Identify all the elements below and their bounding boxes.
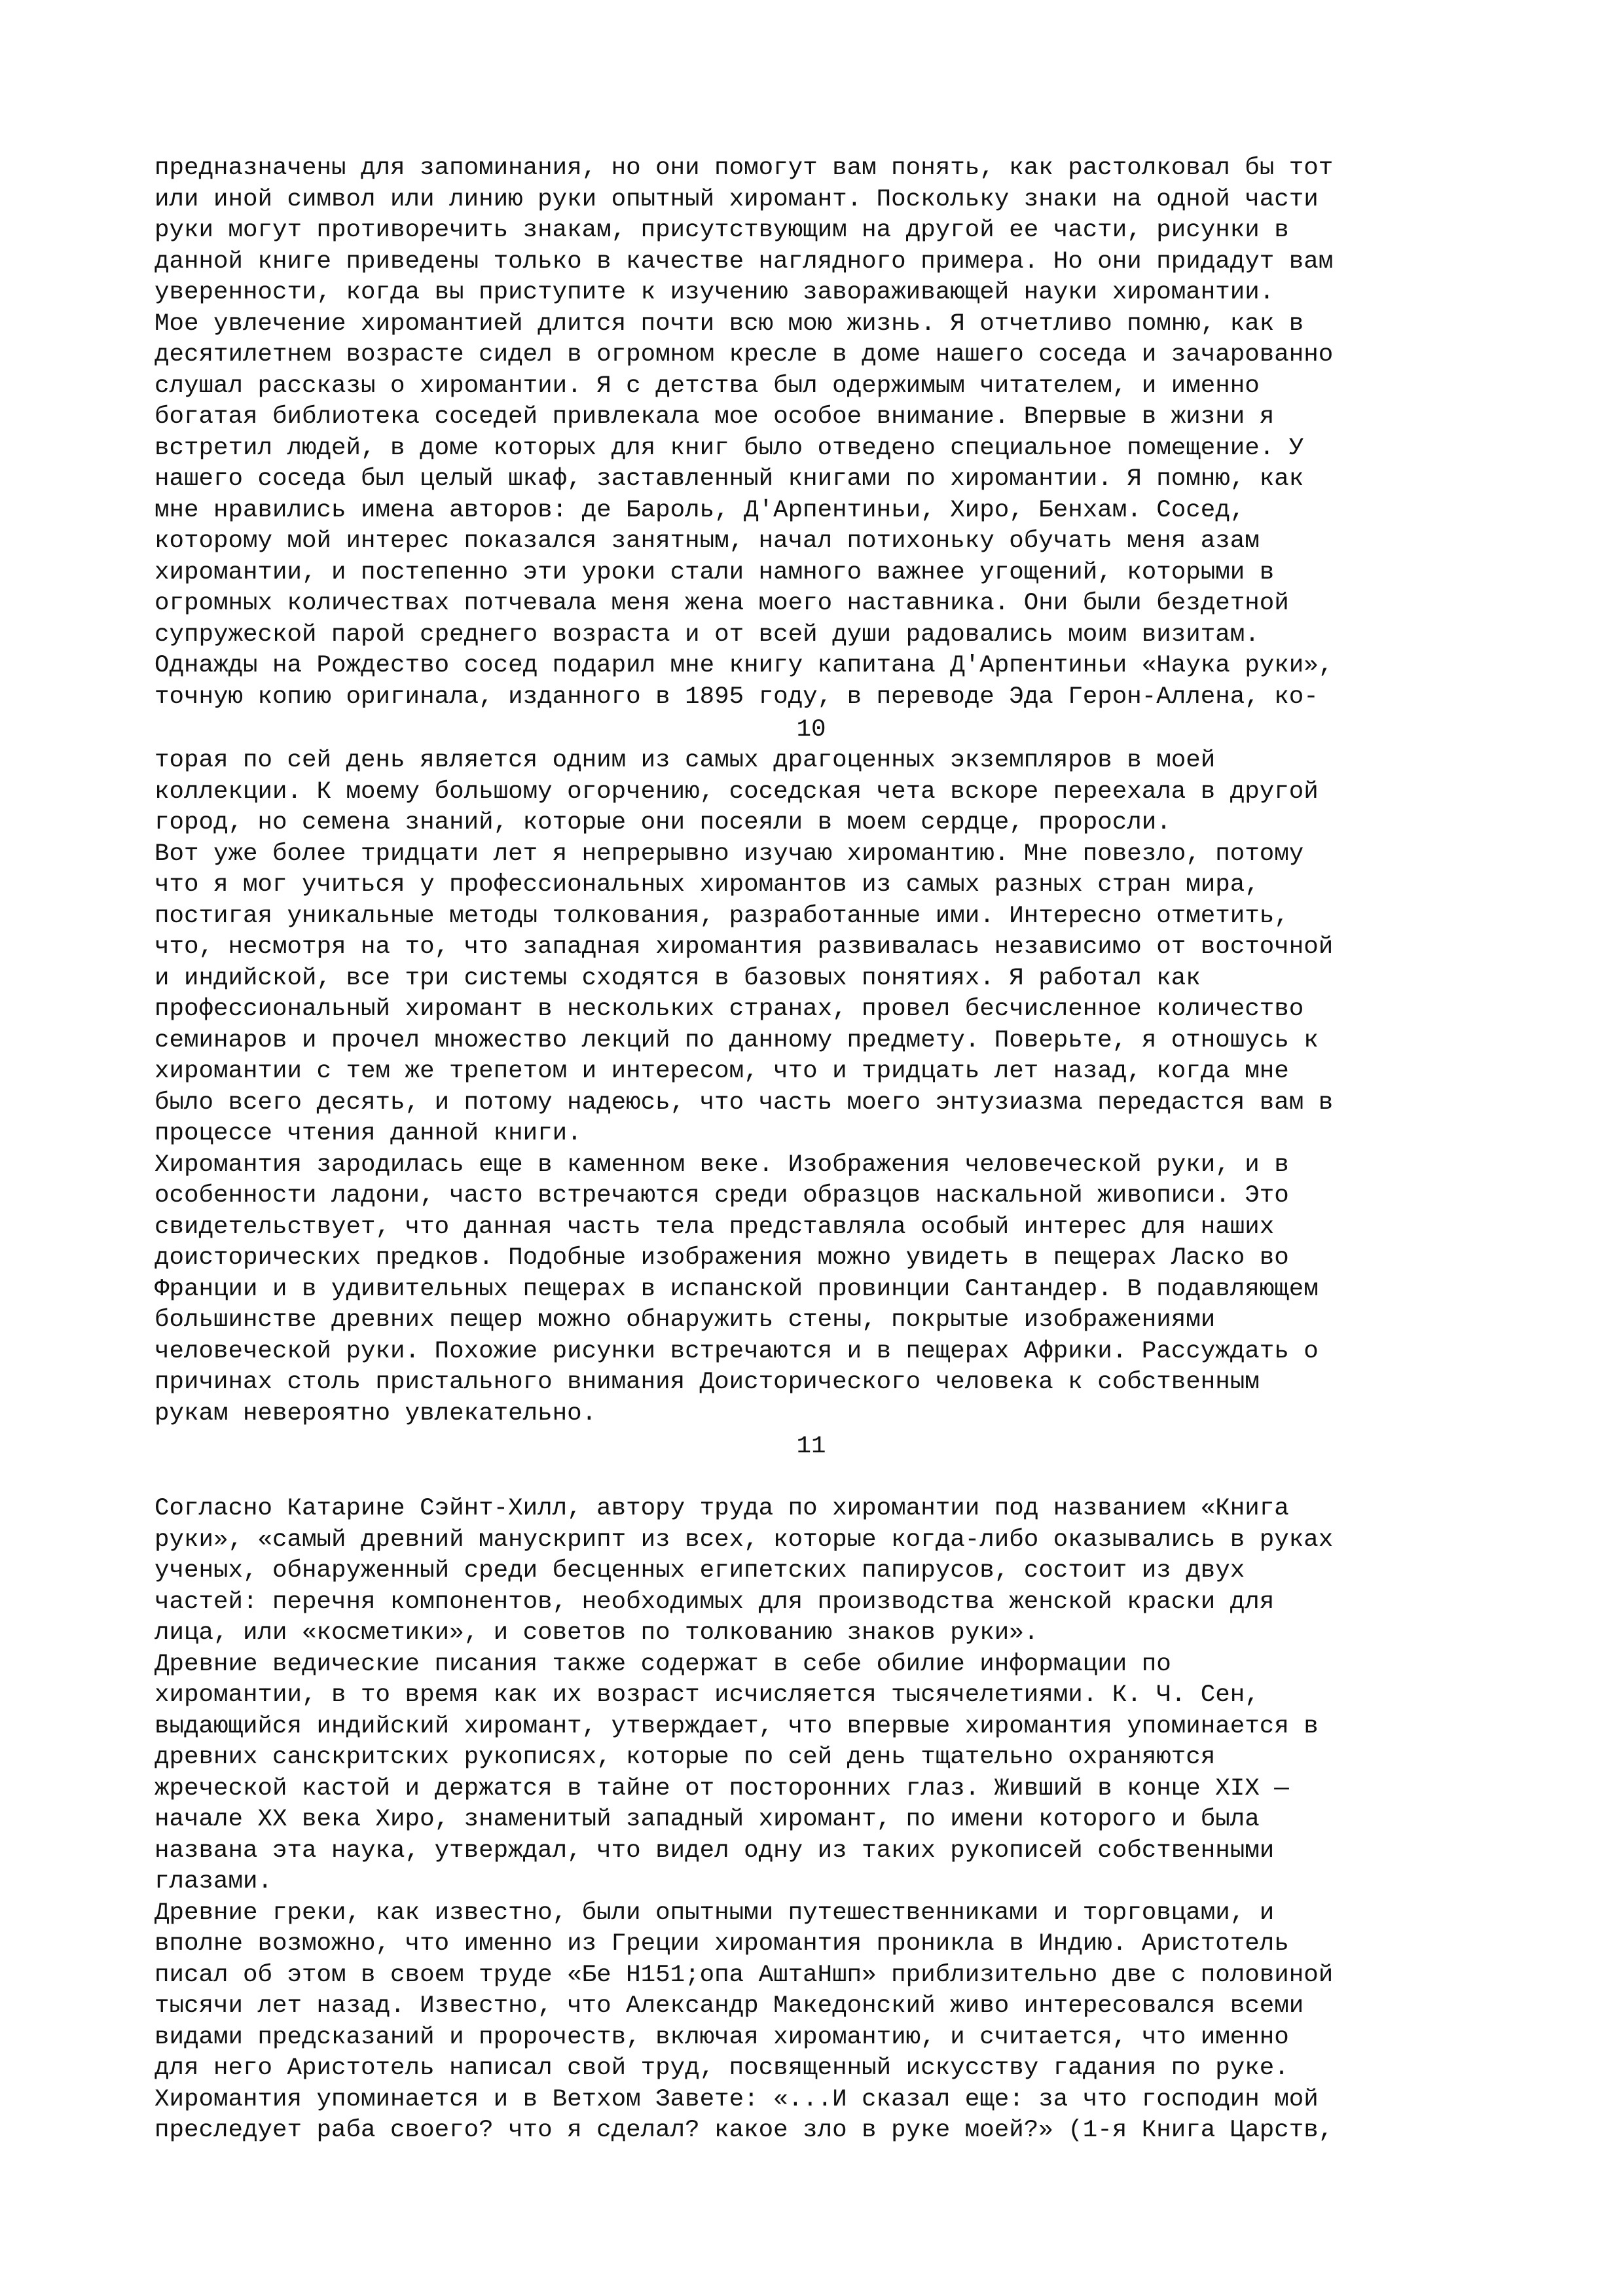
text-block: Согласно Катарине Сэйнт-Хилл, автору труда по хиромантии под названием «Книга руки», «самый древний манускрипт из всех, которые когда-либо оказывались в руках ученых, обнаруженный среди бесценных египетских папирусов, состоит из двух частей: перечня компонентов, необходимых для производства женской краски для лица, или «косметики», и советов по толкованию знаков руки». Древние ведические писания также содержат в себе обилие информации по хиромантии, в то время как их возраст исчисляется тысячелетиями. К. Ч. Сен, выдающийся индийский хиромант, утверждает, что впервые хиромантия упоминается в древних санскритских рукописях, которые по сей день тщательно охраняются жреческой кастой и держатся в тайне от посторонних глаз. Живший в конце XIX — начале XX века Хиро, знаменитый западный хиромант, по имени которого и была названа эта наука, утверждал, что видел одну из таких рукописей собственными глазами. Древние греки, как известно, были опытными путешественниками и торговцами, и вполне возможно, что именно из Греции хиромантия проникла в Индию. Аристотель писал об этом в своем труде «Бе Н151;опа АштаНшп» приблизительно две с половиной тысячи лет назад. Известно, что Александр Македонский живо интересовался всеми видами предсказаний и пророчеств, включая хиромантию, и считается, что именно для него Аристотель написал свой труд, посвященный искусству гадания по руке. Хиромантия упоминается и в Ветхом Завете: «...И сказал еще: за что господин мой преследует раба своего? что я сделал? какое зло в руке моей?» (1-я Книга Царств, [155, 1495, 1334, 2144]
page-number: 10 [796, 716, 826, 744]
text-block: предназначены для запоминания, но они помогут вам понять, как растолковал бы тот или иной символ или линию руки опытный хиромант. Поскольку знаки на одной части руки могут противоречить знакам, присутствующим на другой ее части, рисунки в данной книге приведены только в качестве наглядного примера. Но они придадут вам уверенности, когда вы приступите к изучению завораживающей науки хиромантии. Мое увлечение хиромантией длится почти всю мою жизнь. Я отчетливо помню, как в десятилетнем возрасте сидел в огромном кресле в доме нашего соседа и зачарованно слушал рассказы о хиромантии. Я с детства был одержимым читателем, и именно богатая библиотека соседей привлекала мое особое внимание. Впервые в жизни я встретил людей, в доме которых для книг было отведено специальное помещение. У нашего соседа был целый шкаф, заставленный книгами по хиромантии. Я помню, как мне нравились имена авторов: де Бароль, Д'Арпентиньи, Хиро, Бенхам. Сосед, которому мой интерес показался занятным, начал потихоньку обучать меня азам хиромантии, и постепенно эти уроки стали намного важнее угощений, которыми в огромных количествах потчевала меня жена моего наставника. Они были бездетной супружеской парой среднего возраста и от всей души радовались моим визитам. Однажды на Рождество сосед подарил мне книгу капитана Д'Арпентиньи «Наука руки», точную копию оригинала, изданного в 1895 году, в переводе Эда Герон-Аллена, ко- [155, 154, 1334, 711]
page-number: 11 [796, 1433, 826, 1460]
text-block: торая по сей день является одним из самых драгоценных экземпляров в моей коллекции. К моему большому огорчению, соседская чета вскоре переехала в другой город, но семена знаний, которые они посеяли в моем сердце, проросли. Вот уже более тридцати лет я непрерывно изучаю хиромантию. Мне повезло, потому что я мог учиться у профессиональных хиромантов из самых разных стран мира, постигая уникальные методы толкования, разработанные ими. Интересно отметить, что, несмотря на то, что западная хиромантия развивалась независимо от восточной и индийской, все три системы сходятся в базовых понятиях. Я работал как профессиональный хиромант в нескольких странах, провел бесчисленное количество семинаров и прочел множество лекций по данному предмету. Поверьте, я отношусь к хиромантии с тем же трепетом и интересом, что и тридцать лет назад, когда мне было всего десять, и потому надеюсь, что часть моего энтузиазма передастся вам в процессе чтения данной книги. Хиромантия зародилась еще в каменном веке. Изображения человеческой руки, и в особенности ладони, часто встречаются среди образцов наскальной живописи. Это свидетельствует, что данная часть тела представляла особый интерес для наших доисторических предков. Подобные изображения можно увидеть в пещерах Ласко во Франции и в удивительных пещерах в испанской провинции Сантандер. В подавляющем большинстве древних пещер можно обнаружить стены, покрытые изображениями человеческой руки. Похожие рисунки встречаются и в пещерах Африки. Рассуждать о причинах столь пристального внимания Доисторического человека к собственным рукам невероятно увлекательно. [155, 747, 1334, 1427]
